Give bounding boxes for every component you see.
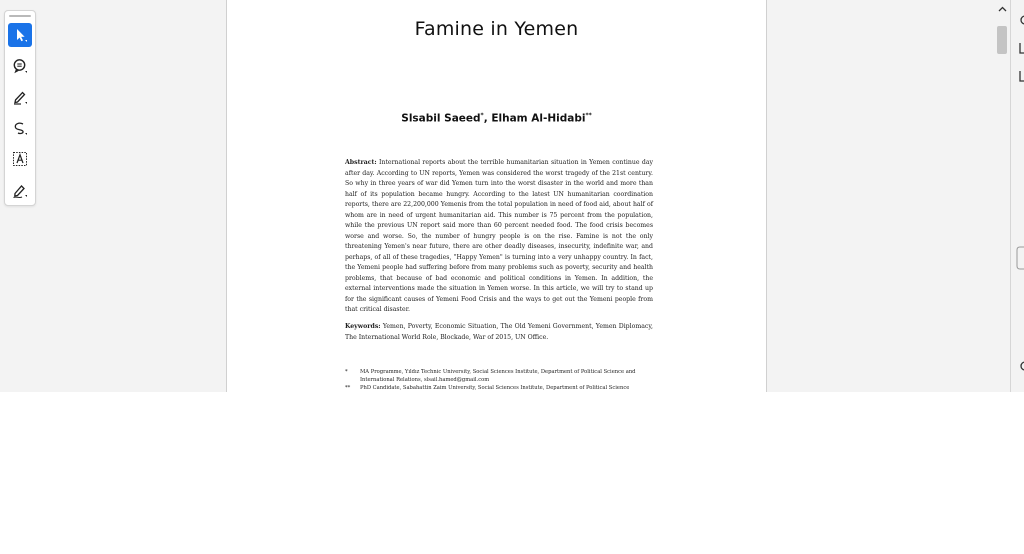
scrollbar-thumb[interactable] bbox=[997, 26, 1007, 54]
document-authors bbox=[227, 112, 766, 125]
abstract-label: Abstract: bbox=[345, 159, 377, 166]
document-icon[interactable] bbox=[1019, 70, 1024, 82]
author-2: , Elham Al-Hidabi bbox=[483, 112, 586, 125]
annotation-toolbar bbox=[4, 10, 36, 206]
signature-icon bbox=[11, 181, 29, 199]
abstract-paragraph bbox=[345, 158, 653, 316]
keywords-text: Yemen, Poverty, Economic Situation, The Old Yemeni Government, Yemen Diplomacy, The International World Role, Blockade, War of 2015, UN Office. bbox=[345, 323, 654, 341]
sign-tool-button[interactable] bbox=[8, 178, 32, 202]
toolbar-drag-handle[interactable] bbox=[9, 15, 31, 17]
freehand-icon bbox=[11, 119, 29, 137]
abstract-text: International reports about the terrible humanitarian situation in Yemen continue day after day. According to UN reports, Yemen was considered the worst tragedy of the 21st century. So why in three years of war did Yemen turn into the worst disaster in the world and more than half of its population became hungry. According to the latest UN humanitarian coordination reports, there are 22,200,000 Yemenis from the total population in need of food aid, about half of whom are in need of urgent humanitarian aid. This number is 75 percent from the population, while the previous UN report said more than 60 percent needed food. The food crisis becomes worse and worse. So, the number of hungry people is on the rise. Famine is not the only threatening Yemen's near future, there are other deadly diseases, insecurity, indefinite war, and perhaps, of all of these tragedies, "Happy Yemen" is turning into a very unhappy country. In fact, the Yemeni people had suffering before from many problems such as poverty, security and health problems, that because of bad economic and political conditions in Yemen. In addition, the external interventions made the situation in Yemen worse. In this article, we will try to stand up for the significant causes of Yemeni Food Crisis and the ways to get out the Yemeni people from that critical disaster. bbox=[345, 159, 654, 313]
footnote-2-mark: ** bbox=[345, 385, 351, 392]
text-tool-button[interactable] bbox=[8, 147, 32, 171]
footnote-1-text: MA Programme, Yıldız Technic University, Social Sciences Institute, Department of Political Science and International Relations, slsail.hamed@gmail.com bbox=[360, 369, 636, 384]
scroll-up-button[interactable] bbox=[995, 2, 1010, 16]
footnote-1-mark: * bbox=[345, 369, 348, 375]
text-box-icon bbox=[11, 150, 29, 168]
footnote-2-text: PhD Candidate, Sabahattin Zaim University, Social Sciences Institute, Department of Political Science bbox=[360, 385, 630, 392]
settings-icon[interactable] bbox=[1019, 360, 1024, 372]
highlight-tool-button[interactable] bbox=[8, 85, 32, 109]
comment-tool-button[interactable] bbox=[8, 54, 32, 78]
pen-icon bbox=[11, 88, 29, 106]
author-2-mark: ** bbox=[585, 112, 592, 119]
author-1: Slsabil Saeed bbox=[401, 112, 481, 125]
comment-icon bbox=[11, 57, 29, 75]
refresh-icon[interactable] bbox=[1019, 14, 1024, 26]
panel-toggle-icon[interactable] bbox=[1016, 246, 1024, 270]
document-title: Famine in Yemen bbox=[414, 18, 579, 40]
side-panel-strip bbox=[1010, 0, 1024, 392]
draw-tool-button[interactable] bbox=[8, 116, 32, 140]
vertical-scrollbar[interactable] bbox=[995, 0, 1010, 392]
keywords-label: Keywords: bbox=[345, 323, 381, 330]
chevron-up-icon bbox=[998, 6, 1007, 12]
document-page bbox=[226, 0, 767, 392]
keywords-paragraph bbox=[345, 322, 653, 343]
page-icon[interactable] bbox=[1019, 42, 1024, 54]
cursor-icon bbox=[11, 26, 29, 44]
select-tool-button[interactable] bbox=[8, 23, 32, 47]
author-1-mark: * bbox=[480, 112, 484, 119]
footnote-2 bbox=[345, 384, 653, 392]
footnotes bbox=[345, 368, 653, 392]
footnote-1 bbox=[345, 368, 653, 384]
